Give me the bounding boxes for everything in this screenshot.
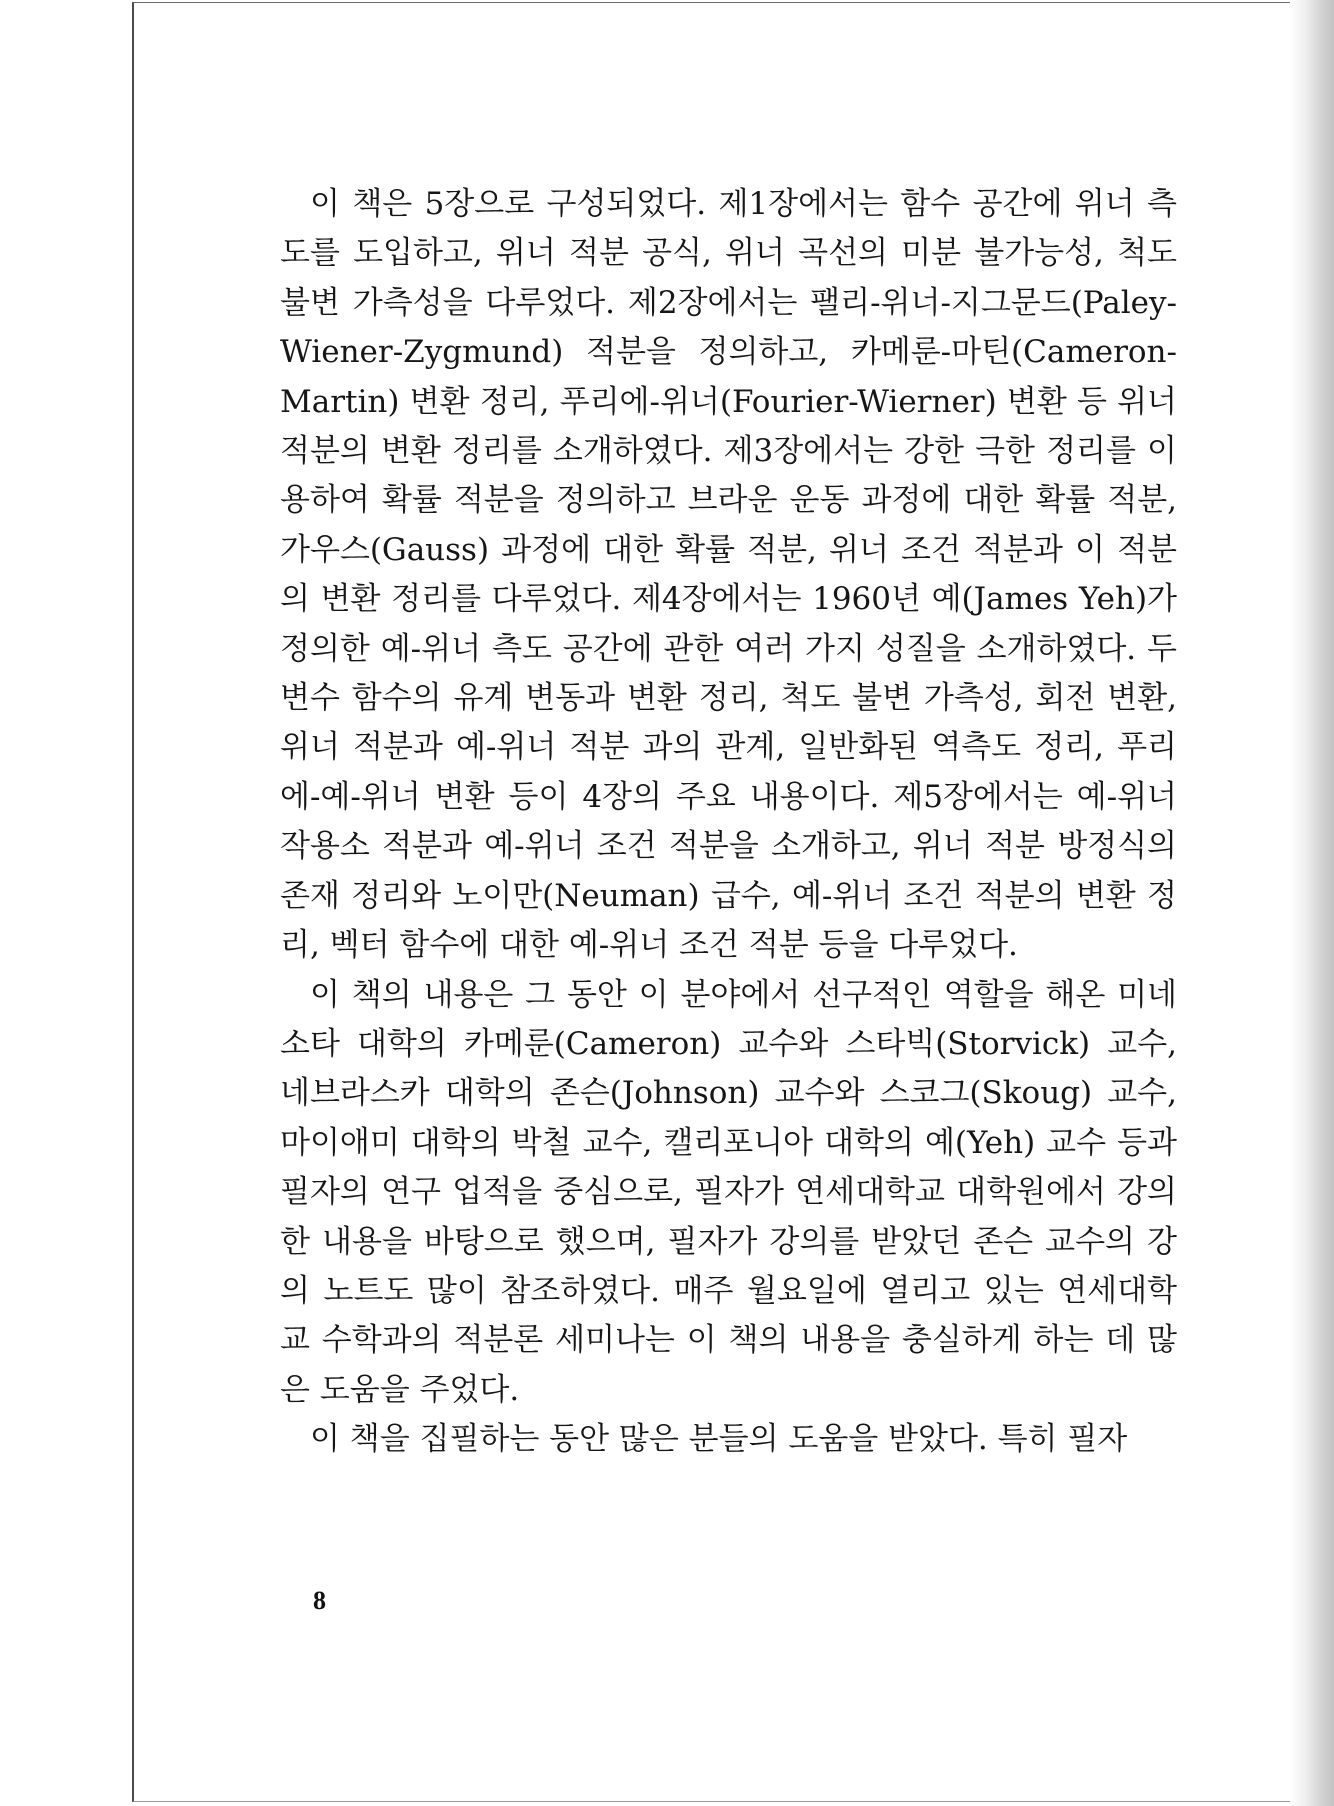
paragraph-sources: 이 책의 내용은 그 동안 이 분야에서 선구적인 역할을 해온 미네소타 대학의 카메룬(Cameron) 교수와 스타빅(Storvick) 교수, 네브라스카 대학의 존슨(Johnson) 교수와 스코그(Skoug) 교수, 마이애미 대학의 박철 교수, 캘리포니아 대학의 예(Yeh) 교수 등과 필자의 연구 업적을 중심으로, 필자가 연세대학교 대학원에서 강의한 내용을 바탕으로 했으며, 필자가 강의를 받았던 존슨 교수의 강의 노트도 많이 참조하였다. 매주 월요일에 열리고 있는 연세대학교 수학과의 적분론 세미나는 이 책의 내용을 충실하게 하는 데 많은 도움을 주었다. bbox=[280, 976, 1177, 1408]
body-text bbox=[280, 180, 1177, 1465]
page-number: 8 bbox=[313, 1586, 326, 1615]
page-edge-shadow bbox=[1290, 0, 1334, 1806]
paragraph-acknowledgements: 이 책을 집필하는 동안 많은 분들의 도움을 받았다. 특히 필자 bbox=[310, 1421, 1128, 1458]
paragraph-chapter-summary: 이 책은 5장으로 구성되었다. 제1장에서는 함수 공간에 위너 측도를 도입하고, 위너 적분 공식, 위너 곡선의 미분 불가능성, 척도 불변 가측성을 다루었다. 제2장에서는 팰리-위너-지그문드(Paley-Wiener-Zygmund) 적분을 정의하고, 카메룬-마틴(Cameron-Martin) 변환 정리, 푸리에-위너(Fourier-Wierner) 변환 등 위너 적분의 변환 정리를 소개하였다. 제3장에서는 강한 극한 정리를 이용하여 확률 적분을 정의하고 브라운 운동 과정에 대한 확률 적분, 가우스(Gauss) 과정에 대한 확률 적분, 위너 조건 적분과 이 적분의 변환 정리를 다루었다. 제4장에서는 1960년 예(James Yeh)가 정의한 예-위너 측도 공간에 관한 여러 가지 성질을 소개하였다. 두 변수 함수의 유계 변동과 변환 정리, 척도 불변 가측성, 회전 변환, 위너 적분과 예-위너 적분 과의 관계, 일반화된 역측도 정리, 푸리에-예-위너 변환 등이 4장의 주요 내용이다. 제5장에서는 예-위너 작용소 적분과 예-위너 조건 적분을 소개하고, 위너 적분 방정식의 존재 정리와 노이만(Neuman) 급수, 예-위너 조건 적분의 변환 정리, 벡터 함수에 대한 예-위너 조건 적분 등을 다루었다. bbox=[280, 186, 1177, 964]
